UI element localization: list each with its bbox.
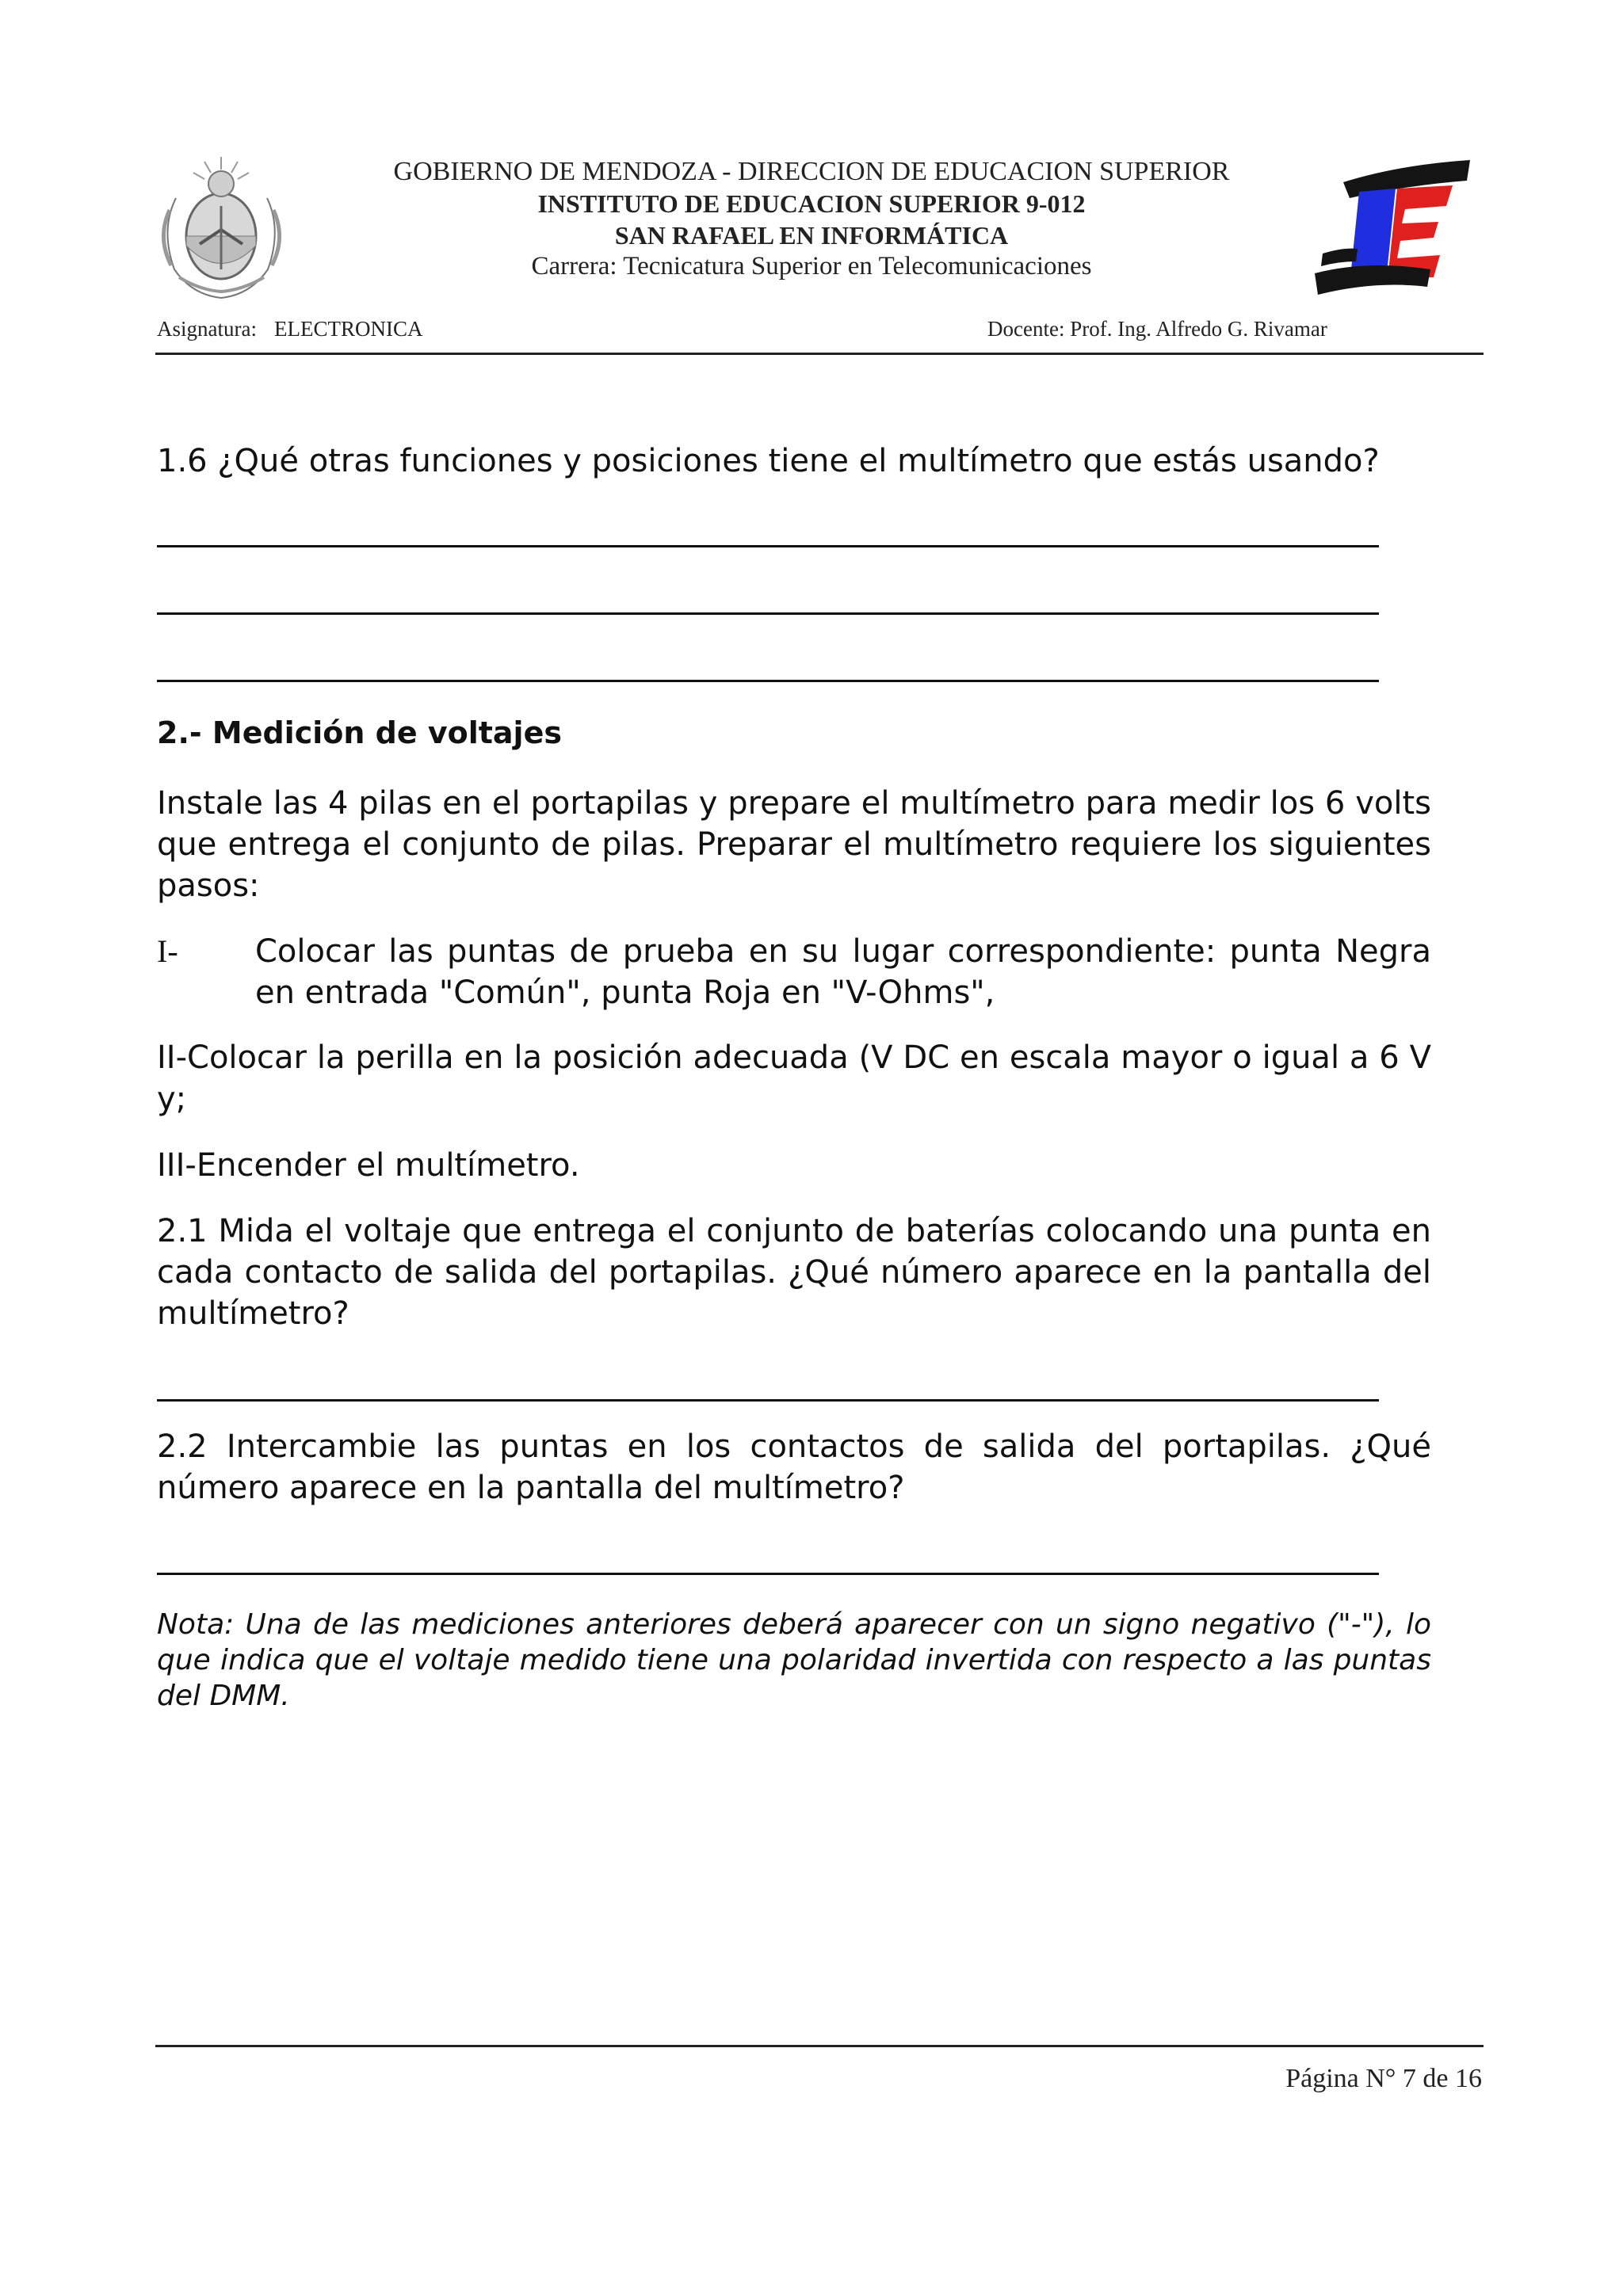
header-career-line: Carrera: Tecnicatura Superior en Telecomunicaciones — [531, 252, 1092, 280]
step-1-number: I- — [157, 933, 178, 969]
section-2-title: 2.- Medición de voltajes — [157, 715, 562, 750]
header-divider — [155, 353, 1484, 355]
step-1-text: Colocar las puntas de prueba en su lugar correspondiente: punta Negra en entrada "Común", punta Roja en "V-Ohms", — [255, 933, 1431, 1011]
section-2-intro: Instale las 4 pilas en el portapilas y prepare el multímetro para medir los 6 volts que entrega el conjunto de pilas. Preparar el multímetro requiere los siguientes pasos: — [157, 785, 1431, 904]
subject-value: ELECTRONICA — [273, 317, 423, 341]
question-1-6: 1.6 ¿Qué otras funciones y posiciones tiene el multímetro que estás usando? — [157, 443, 1380, 479]
teacher-field: Docente: Prof. Ing. Alfredo G. Rivamar — [987, 317, 1327, 341]
page-number: Página N° 7 de 16 — [1285, 2064, 1482, 2093]
subject-field — [157, 317, 422, 341]
answer-line[interactable] — [157, 1573, 1379, 1575]
answer-line[interactable] — [157, 1399, 1379, 1402]
question-2-1: 2.1 Mida el voltaje que entrega el conjunto de baterías colocando una punta en cada contacto de salida del portapilas. ¿Qué número aparece en la pantalla del multímetro? — [157, 1213, 1431, 1332]
header-government-line: GOBIERNO DE MENDOZA - DIRECCION DE EDUCACION SUPERIOR — [393, 157, 1230, 186]
question-2-2: 2.2 Intercambie las puntas en los contactos de salida del portapilas. ¿Qué número aparece en la pantalla del multímetro? — [157, 1428, 1431, 1506]
answer-line[interactable] — [157, 680, 1379, 682]
step-2-text: II-Colocar la perilla en la posición adecuada (V DC en escala mayor o igual a 6 V y; — [157, 1039, 1431, 1117]
note-text: Nota: Una de las mediciones anteriores deberá aparecer con un signo negativo ("-"), lo que indica que el voltaje medido tiene una polaridad invertida con respecto a las puntas del DMM. — [157, 1608, 1431, 1712]
answer-line[interactable] — [157, 545, 1379, 547]
header-location-line: SAN RAFAEL EN INFORMÁTICA — [614, 221, 1009, 250]
header-institute-line: INSTITUTO DE EDUCACION SUPERIOR 9-012 — [537, 189, 1086, 218]
subject-label: Asignatura: — [157, 317, 257, 341]
answer-line[interactable] — [157, 612, 1379, 615]
institute-logo-icon — [1312, 151, 1474, 297]
step-3-text: III-Encender el multímetro. — [157, 1147, 580, 1184]
footer-divider — [155, 2045, 1484, 2047]
